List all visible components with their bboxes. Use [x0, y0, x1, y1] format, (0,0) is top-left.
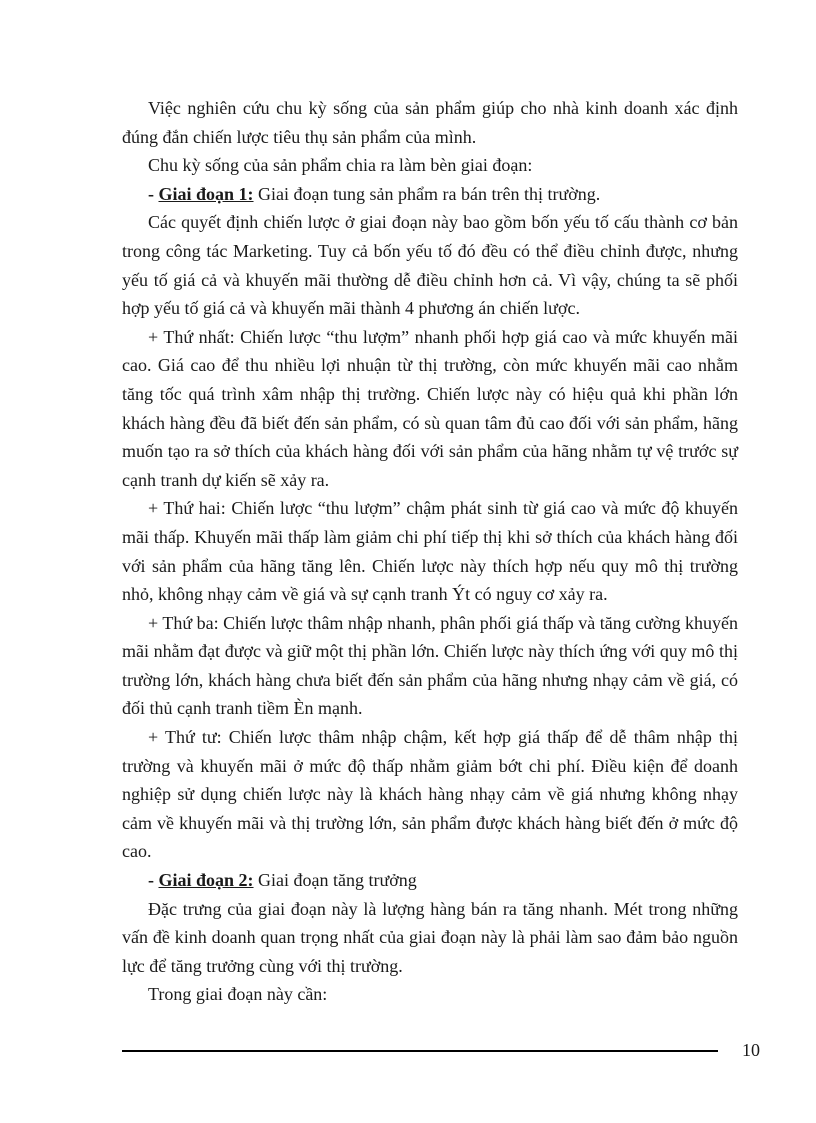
- footer-divider: [122, 1050, 718, 1052]
- document-body: [122, 94, 738, 1009]
- paragraph-strategy-4: + Thứ tư: Chiến lược thâm nhập chậm, kết hợp giá thấp để dễ thâm nhập thị trường và khuyến mãi ở mức độ thấp nhằm giảm bớt chi phí. Điều kiện để doanh nghiệp sử dụng chiến lược này là khách hàng nhạy cảm về giá nhưng không nhạy cảm về khuyến mãi và thị trường lớn, sản phẩm được khách hàng biết đến ở mức độ cao.: [122, 727, 738, 862]
- heading-stage-2-text: Giai đoạn tăng trưởng: [253, 870, 417, 891]
- heading-stage-1-text: Giai đoạn tung sản phẩm ra bán trên thị trường.: [253, 183, 601, 204]
- paragraph-strategy-1: + Thứ nhất: Chiến lược “thu lượm” nhanh phối hợp giá cao và mức khuyến mãi cao. Giá cao để thu nhiều lợi nhuận từ thị trường, còn mức khuyến mãi cao nhằm tăng tốc quá trình xâm nhập thị trường. Chiến lược này có hiệu quả khi phần lớn khách hàng đều đã biết đến sản phẩm, có sù quan tâm đủ cao đối với sản phẩm, hãng muốn tạo ra sở thích của khách hàng đối với sản phẩm của hãng nhằm tự vệ trước sự cạnh tranh dự kiến sẽ xảy ra.: [122, 326, 738, 490]
- paragraph-stage-2-characteristics: Đặc trưng của giai đoạn này là lượng hàng bán ra tăng nhanh. Mét trong những vấn đề kinh doanh quan trọng nhất của giai đoạn này là phải làm sao đảm bảo nguồn lực để tăng trưởng cùng với thị trường.: [122, 898, 738, 976]
- paragraph-strategy-2: + Thứ hai: Chiến lược “thu lượm” chậm phát sinh từ giá cao và mức độ khuyến mãi thấp. Khuyến mãi thấp làm giảm chi phí tiếp thị khi sở thích của khách hàng đối với sản phẩm của hãng tăng lên. Chiến lược này thích hợp nếu quy mô thị trường nhỏ, không nhạy cảm về giá và sự cạnh tranh Ýt có nguy cơ xảy ra.: [122, 498, 738, 605]
- heading-dash: -: [148, 183, 159, 204]
- paragraph-stage-1-decisions: Các quyết định chiến lược ở giai đoạn này bao gồm bốn yếu tố cấu thành cơ bản trong công tác Marketing. Tuy cả bốn yếu tố đó đều có thể điều chỉnh được, nhưng yếu tố giá cả và khuyến mãi thường dễ điều chỉnh hơn cả. Vì vậy, chúng ta sẽ phối hợp yếu tố giá cả và khuyến mãi thành 4 phương án chiến lược.: [122, 212, 738, 319]
- paragraph-intro: Việc nghiên cứu chu kỳ sống của sản phẩm giúp cho nhà kinh doanh xác định đúng đắn chiến lược tiêu thụ sản phẩm của mình.: [122, 98, 738, 147]
- paragraph-strategy-3: + Thứ ba: Chiến lược thâm nhập nhanh, phân phối giá thấp và tăng cường khuyến mãi nhằm đạt được và giữ một thị phần lớn. Chiến lược này thích ứng với quy mô thị trường lớn, khách hàng chưa biết đến sản phẩm của hãng nhưng nhạy cảm về giá, có đối thủ cạnh tranh tiềm Èn mạnh.: [122, 612, 739, 719]
- paragraph-stage-2-needs: Trong giai đoạn này cần:: [148, 984, 328, 1005]
- heading-dash: -: [148, 870, 159, 891]
- heading-stage-2-label: Giai đoạn 2:: [158, 870, 254, 891]
- heading-stage-1-label: Giai đoạn 1:: [158, 183, 254, 204]
- heading-stage-1: [122, 180, 738, 209]
- page-number: 10: [742, 1040, 760, 1060]
- paragraph-stages-intro: Chu kỳ sống của sản phẩm chia ra làm bèn giai đoạn:: [148, 155, 533, 176]
- heading-stage-2: [122, 866, 738, 895]
